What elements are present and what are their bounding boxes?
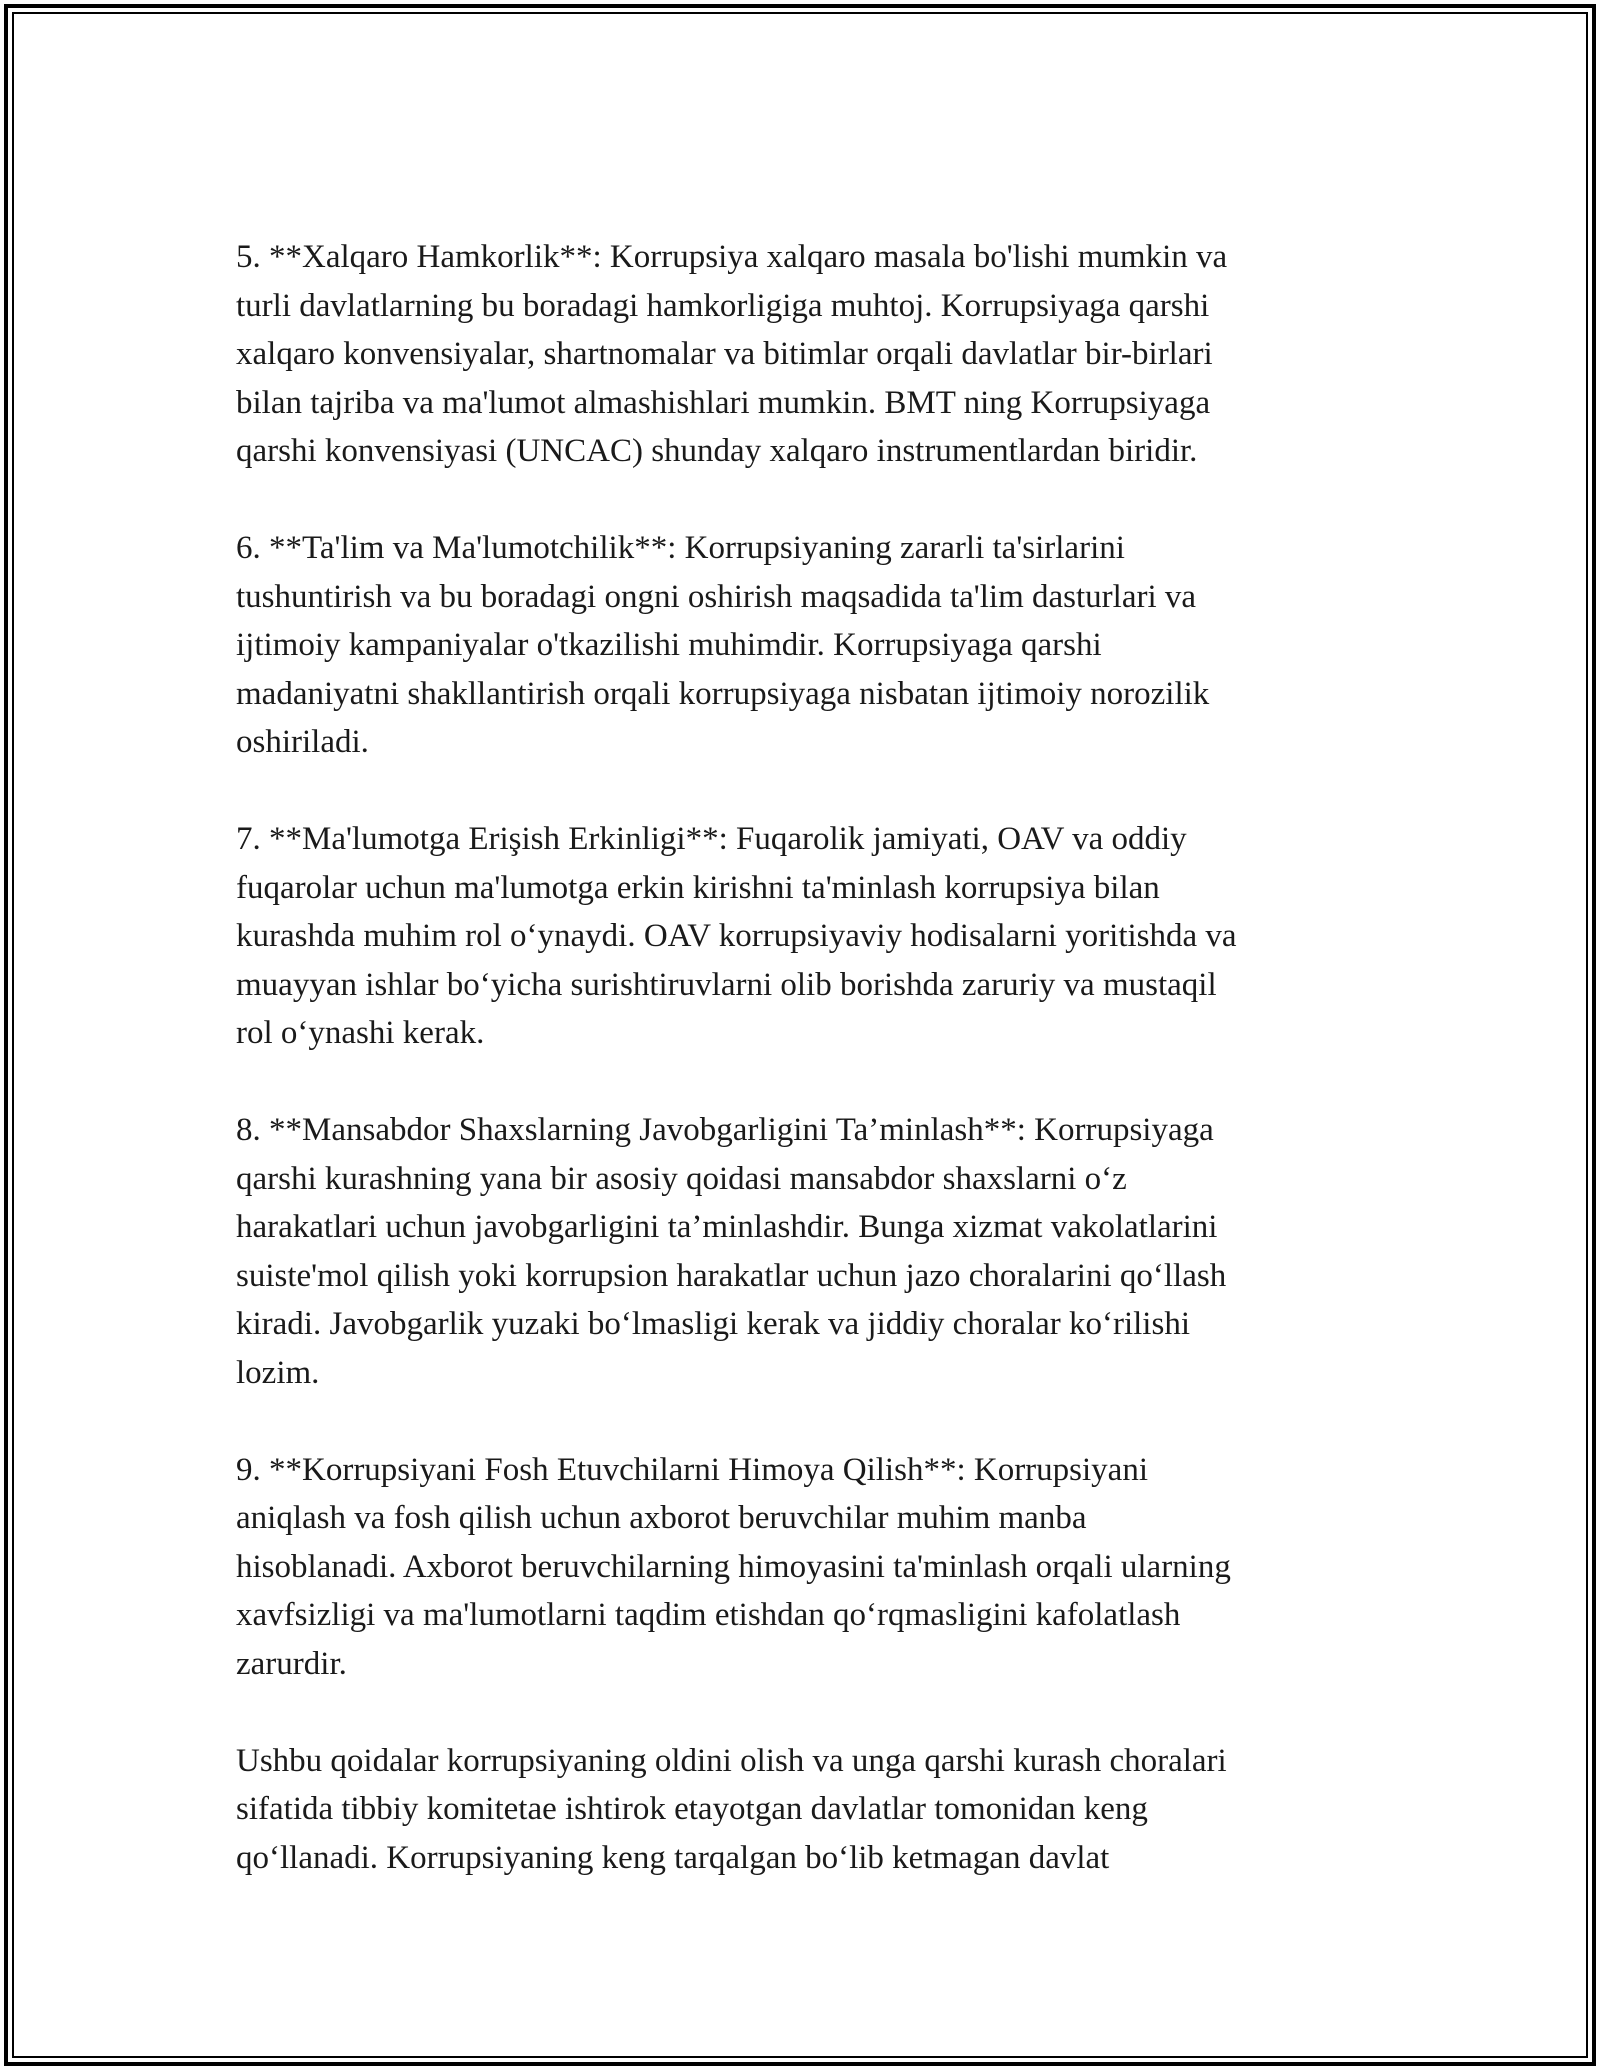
paragraph-official-accountability: 8. **Mansabdor Shaxslarning Javobgarligini Ta’minlash**: Korrupsiyaga qarshi kurashning yana bir asosiy qoidasi mansabdor shaxslarni o‘z harakatlari uchun javobgarligini ta’minlashdir. Bunga xizmat vakolatlarini suiste'mol qilish yoki korrupsion harakatlar uchun jazo choralarini qo‘llash kiradi. Javobgarlik yuzaki bo‘lmasligi kerak va jiddiy choralar ko‘rilishi lozim. [236, 1112, 1227, 1391]
paragraph-conclusion: Ushbu qoidalar korrupsiyaning oldini olish va unga qarshi kurash choralari sifatida tibbiy komitetae ishtirok etayotgan davlatlar tomonidan keng qo‘llanadi. Korrupsiyaning keng tarqalgan bo‘lib ketmagan davlat [236, 1742, 1227, 1876]
paragraph-whistleblower-protection: 9. **Korrupsiyani Fosh Etuvchilarni Himoya Qilish**: Korrupsiyani aniqlash va fosh qilish uchun axborot beruvchilar muhim manba hisoblanadi. Axborot beruvchilarning himoyasini ta'minlash orqali ularning xavfsizligi va ma'lumotlarni taqdim etishdan qo‘rqmasligini kafolatlash zarurdir. [236, 1451, 1231, 1682]
document-body [236, 233, 1366, 1882]
paragraph-education-awareness: 6. **Ta'lim va Ma'lumotchilik**: Korrupsiyaning zararli ta'sirlarini tushuntirish va bu boradagi ongni oshirish maqsadida ta'lim dasturlari va ijtimoiy kampaniyalar o'tkazilishi muhimdir. Korrupsiyaga qarshi madaniyatni shakllantirish orqali korrupsiyaga nisbatan ijtimoiy norozilik oshiriladi. [236, 530, 1210, 760]
paragraph-freedom-of-information: 7. **Ma'lumotga Erişish Erkinligi**: Fuqarolik jamiyati, OAV va oddiy fuqarolar uchun ma'lumotga erkin kirishni ta'minlash korrupsiya bilan kurashda muhim rol o‘ynaydi. OAV korrupsiyaviy hodisalarni yoritishda va muayyan ishlar bo‘yicha surishtiruvlarni olib borishda zaruriy va mustaqil rol o‘ynashi kerak. [236, 821, 1237, 1051]
paragraph-international-cooperation: 5. **Xalqaro Hamkorlik**: Korrupsiya xalqaro masala bo'lishi mumkin va turli davlatlarning bu boradagi hamkorligiga muhtoj. Korrupsiyaga qarshi xalqaro konvensiyalar, shartnomalar va bitimlar orqali davlatlar bir-birlari bilan tajriba va ma'lumot almashishlari mumkin. BMT ning Korrupsiyaga qarshi konvensiyasi (UNCAC) shunday xalqaro instrumentlardan biridir. [236, 239, 1228, 469]
